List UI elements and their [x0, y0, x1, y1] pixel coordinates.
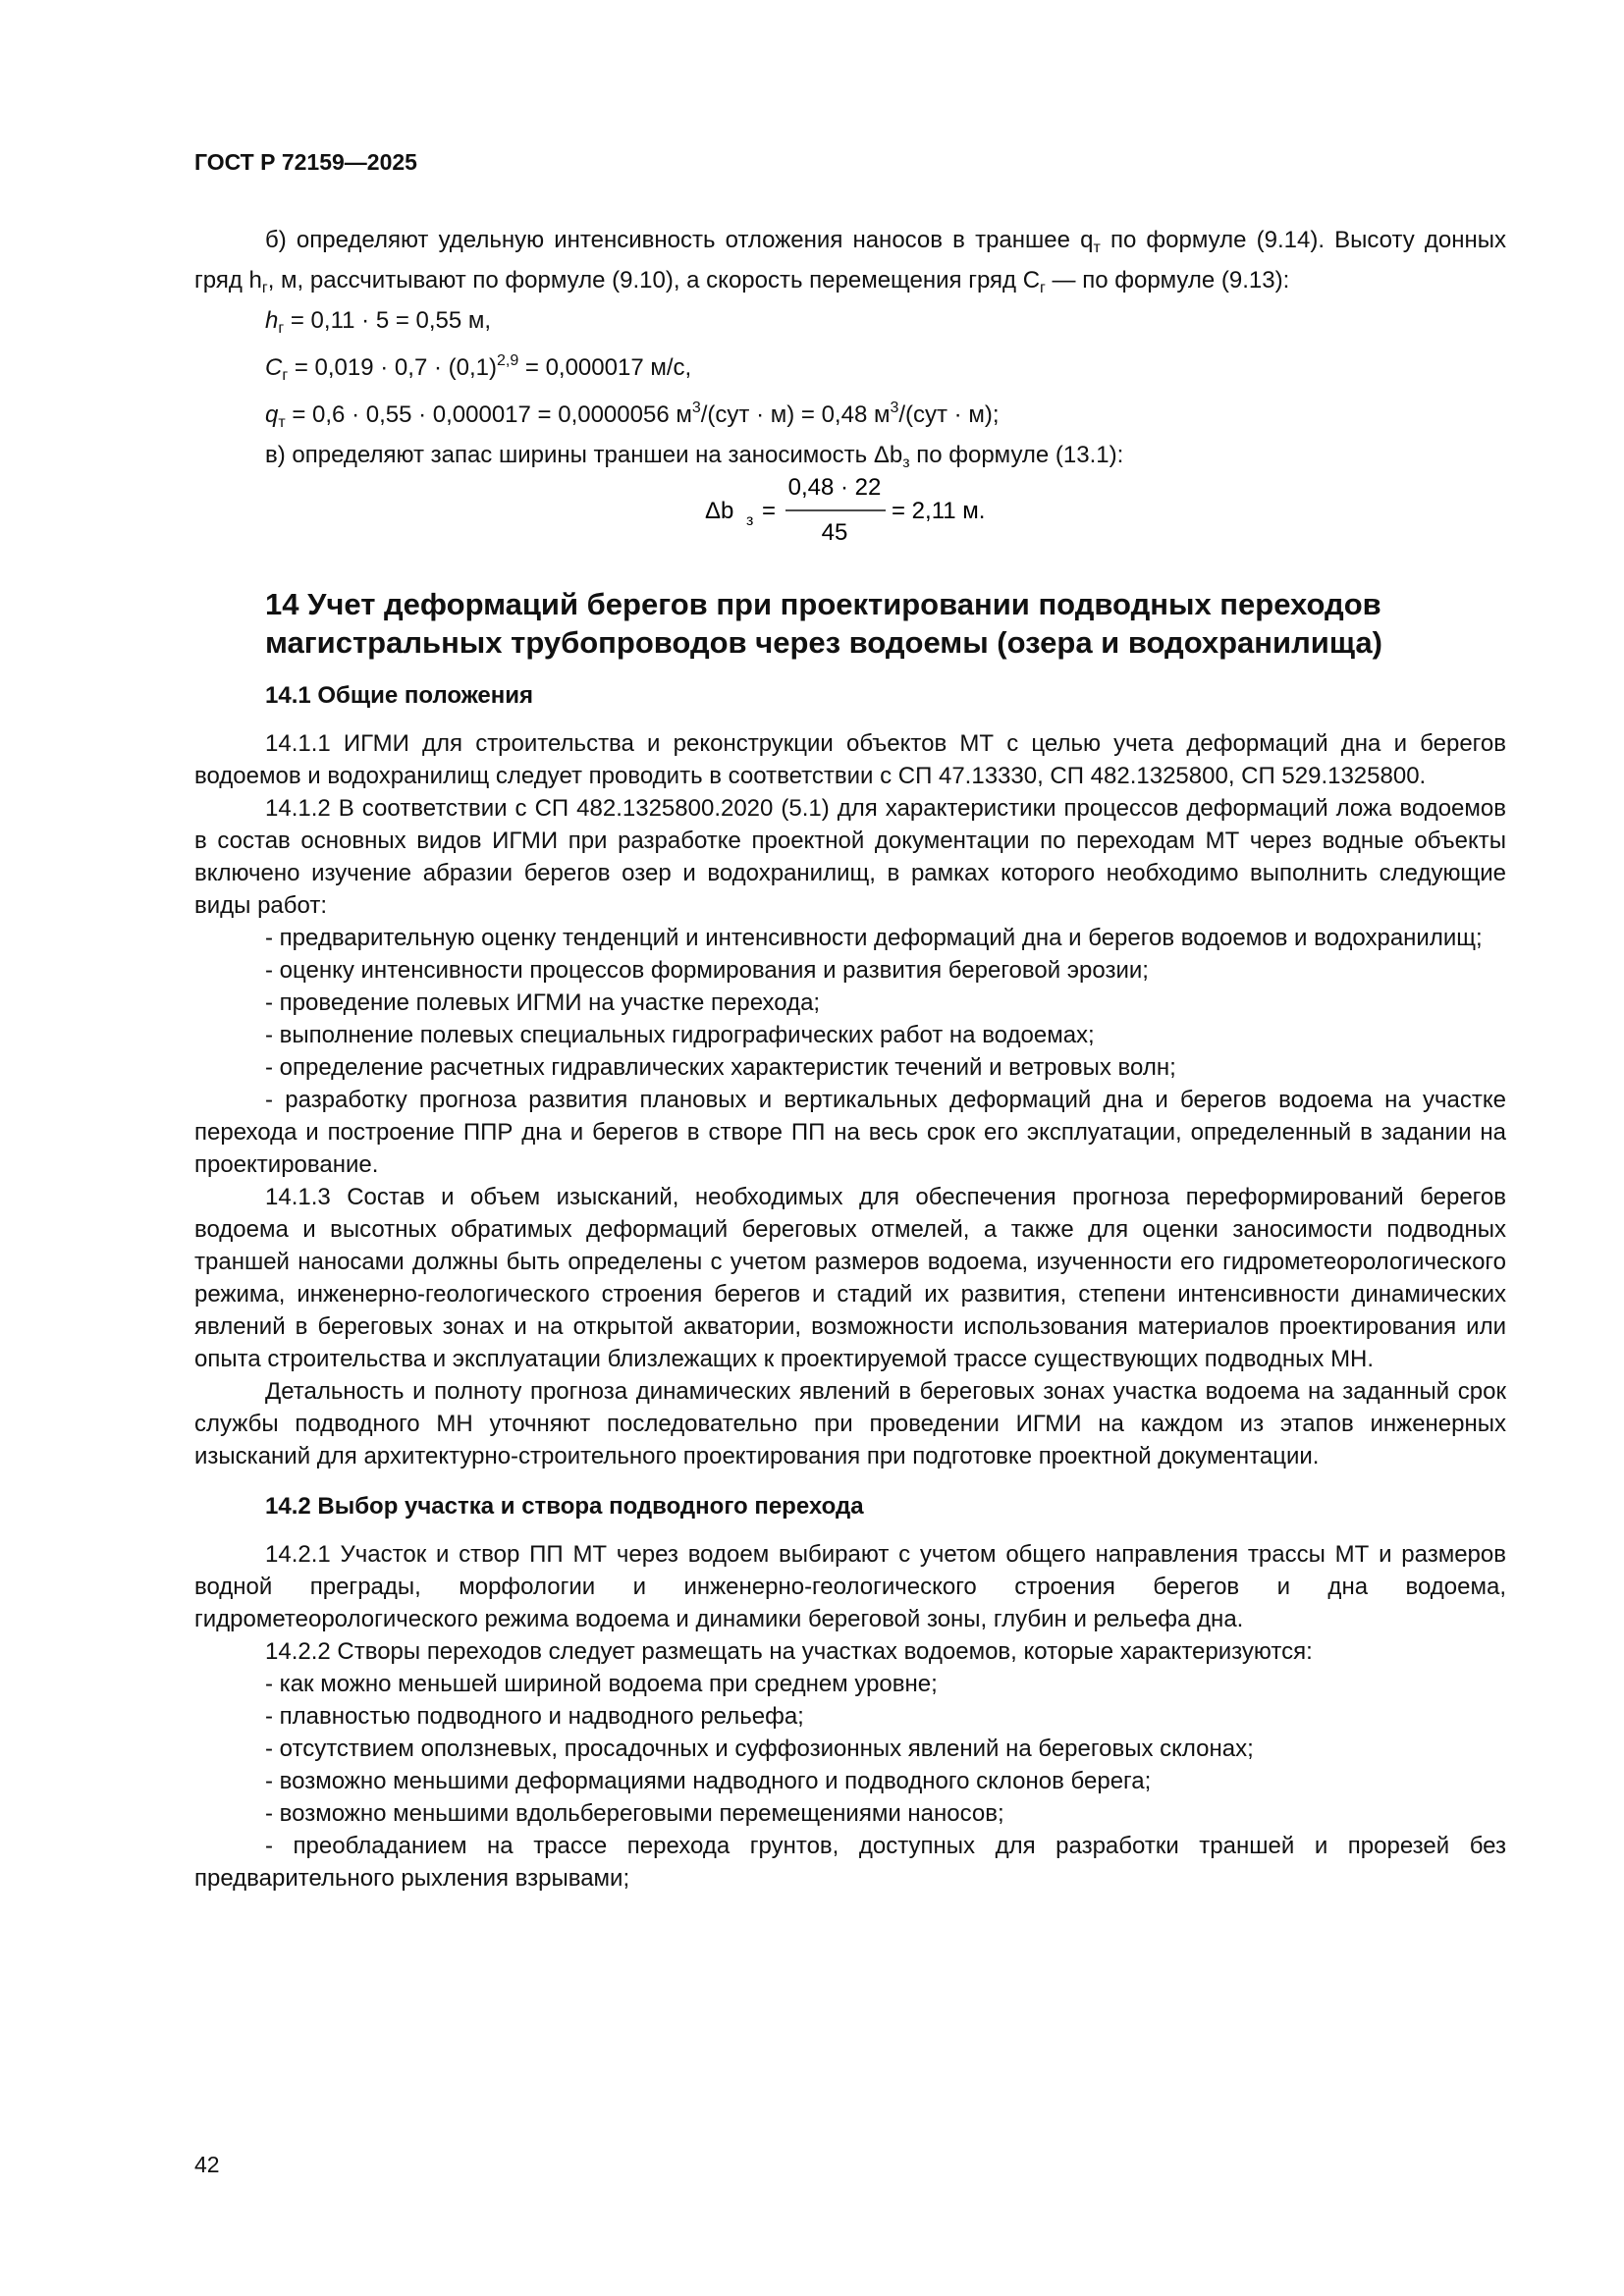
display-formula: [705, 471, 1216, 550]
formula-numerator: 0,48 · 22: [787, 474, 882, 501]
document-header: ГОСТ Р 72159—2025: [194, 149, 417, 175]
intro-v-sub: з: [902, 454, 910, 471]
intro-text-a: б) определяют удельную интенсивность отложения наносов в траншее q: [265, 227, 1094, 253]
eq-h-var: h: [265, 307, 279, 334]
formula-denominator: 45: [821, 519, 848, 546]
list-item: - возможно меньшими деформациями надводного и подводного склонов берега;: [265, 1768, 1152, 1794]
list-item: - плавностью подводного и надводного рельефа;: [265, 1703, 804, 1730]
formula-svg: [705, 471, 1216, 550]
paragraph-14-2-2: 14.2.2 Створы переходов следует размещать на участках водоемов, которые характеризуются:: [265, 1638, 1313, 1665]
intro-v-text-b: по формуле (13.1):: [909, 442, 1124, 468]
list-item: - проведение полевых ИГМИ на участке перехода;: [265, 989, 821, 1016]
page-number: 42: [194, 2152, 220, 2177]
eq-q-text-b: /(сут · м) = 0,48 м: [700, 401, 891, 428]
list-item: - как можно меньшей шириной водоема при среднем уровне;: [265, 1671, 938, 1697]
section-14: [194, 585, 1506, 1895]
subsection-14-1-title: 14.1 Общие положения: [265, 682, 534, 709]
eq-q-sup-1: 3: [691, 400, 701, 416]
eq-h-sub: г: [278, 320, 285, 337]
formula-lhs-sub: з: [746, 512, 754, 529]
paragraph-14-2-1: 14.2.1 Участок и створ ПП МТ через водоем выбирают с учетом общего направления трассы МТ и размеров водной преграды, морфологии и инженерно-геологического строения берегов и дна водоема, гидрометеорологического режима водоема и динамики береговой зоны, глубин и рельефа дна.: [194, 1541, 1506, 1632]
eq-q-text-c: /(сут · м);: [898, 401, 1000, 428]
intro-v-text-a: в) определяют запас ширины траншеи на заносимость Δb: [265, 442, 903, 468]
list-item: - предварительную оценку тенденций и интенсивности деформаций дна и берегов водоемов и водохранилищ;: [265, 925, 1483, 951]
section-title-line-2: магистральных трубопроводов через водоемы (озера и водохранилища): [265, 625, 1382, 660]
intro-text-d: — по формуле (9.13):: [1045, 267, 1290, 294]
intro-sub-c: г: [1040, 280, 1046, 296]
eq-q-sub: т: [278, 414, 286, 431]
list-item: - возможно меньшими вдольбереговыми перемещениями наносов;: [265, 1800, 1004, 1827]
formula-equals: =: [762, 498, 777, 524]
eq-q-sup-2: 3: [890, 400, 899, 416]
section-title-line-1: 14 Учет деформаций берегов при проектировании подводных переходов: [265, 587, 1381, 621]
equation-c: [194, 345, 1506, 392]
equation-q: [194, 392, 1506, 439]
intro-text-b: по формуле (9.14). Высоту донных гряд h: [194, 227, 1506, 294]
intro-block: [194, 224, 1506, 479]
eq-q-text-a: = 0,6 · 0,55 · 0,000017 = 0,0000056 м: [285, 401, 692, 428]
formula-rhs: = 2,11 м.: [892, 498, 986, 524]
formula-lhs: Δb: [705, 498, 734, 524]
eq-c-sub: г: [282, 367, 289, 384]
list-item: - выполнение полевых специальных гидрографических работ на водоемах;: [265, 1022, 1095, 1048]
list-item: - определение расчетных гидравлических характеристик течений и ветровых волн;: [265, 1054, 1176, 1081]
eq-q-var: q: [265, 401, 279, 428]
paragraph-14-1-1: 14.1.1 ИГМИ для строительства и реконструкции объектов МТ с целью учета деформаций дна и берегов водоемов и водохранилищ следует проводить в соответствии с СП 47.13330, СП 482.1325800, СП 529.1325800.: [194, 730, 1506, 789]
intro-sub-a: т: [1093, 240, 1101, 256]
works-list: [194, 922, 1506, 1181]
eq-c-var: C: [265, 354, 283, 381]
criteria-list: [194, 1668, 1506, 1895]
equation-h: [194, 304, 1506, 345]
intro-text-c: , м, рассчитывают по формуле (9.10), а скорость перемещения гряд C: [267, 267, 1041, 294]
eq-c-text-b: = 0,000017 м/с,: [518, 354, 692, 381]
paragraph-14-1-2: 14.1.2 В соответствии с СП 482.1325800.2020 (5.1) для характеристики процессов деформаций ложа водоемов в состав основных видов ИГМИ при разработке проектной документации по переходам МТ через водные объекты включено изучение абразии берегов озер и водохранилищ, в рамках которого необходимо выполнить следующие виды работ:: [194, 795, 1506, 919]
list-item: - преобладанием на трассе перехода грунтов, доступных для разработки траншей и прорезей без предварительного рыхления взрывами;: [194, 1833, 1506, 1892]
list-item: - оценку интенсивности процессов формирования и развития береговой эрозии;: [265, 957, 1149, 984]
intro-sub-b: г: [261, 280, 268, 296]
paragraph-14-1-3: 14.1.3 Состав и объем изысканий, необходимых для обеспечения прогноза переформирований берегов водоема и высотных обратимых деформаций береговых отмелей, а также для оценки заносимости подводных траншей наносами должны быть определены с учетом размеров водоема, изученности его гидрометеорологического режима, инженерно-геологического строения берегов и стадий их развития, степени интенсивности динамических явлений в береговых зонах и на открытой акватории, возможности использования материалов проектирования или опыта строительства и эксплуатации близлежащих к проектируемой трассе существующих подводных МН.: [194, 1184, 1506, 1372]
intro-paragraph-b: [194, 224, 1506, 304]
eq-h-text: = 0,11 · 5 = 0,55 м,: [284, 307, 492, 334]
subsection-14-2-title: 14.2 Выбор участка и створа подводного перехода: [265, 1493, 864, 1520]
eq-c-text-a: = 0,019 · 0,7 · (0,1): [288, 354, 497, 381]
paragraph-detail: Детальность и полноту прогноза динамических явлений в береговых зонах участка водоема на заданный срок службы подводного МН уточняют последовательно при проведении ИГМИ на каждом из этапов инженерных изысканий для архитектурно-строительного проектирования при подготовке проектной документации.: [194, 1378, 1506, 1469]
list-item: - разработку прогноза развития плановых и вертикальных деформаций дна и берегов водоема на участке перехода и построение ППР дна и берегов в створе ПП на весь срок его эксплуатации, определенный в задании на проектирование.: [194, 1087, 1506, 1178]
eq-c-sup: 2,9: [496, 352, 519, 369]
list-item: - отсутствием оползневых, просадочных и суффозионных явлений на береговых склонах;: [265, 1735, 1254, 1762]
